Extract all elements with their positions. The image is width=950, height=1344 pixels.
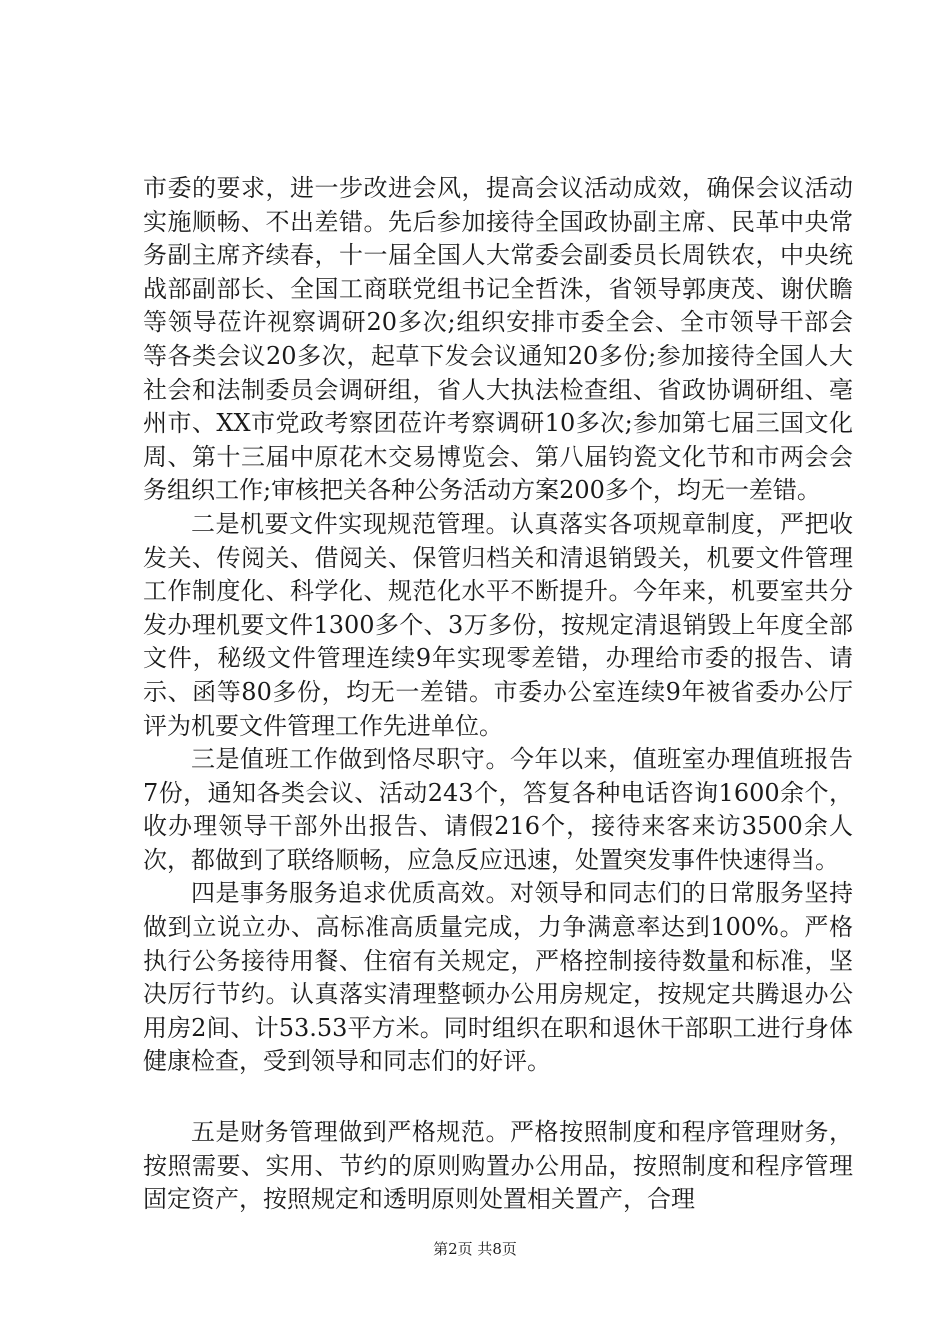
paragraph-affairs-service: 四是事务服务追求优质高效。对领导和同志们的日常服务坚持做到立说立办、高标准高质量完成，力争满意率达到100%。严格执行公务接待用餐、住宿有关规定，严格控制接待数量和标准，坚决厉行节约。认真落实清理整顿办公用房规定，按规定共腾退办公用房2间、计53.53平方米。同时组织在职和退休干部职工进行身体健康检查，受到领导和同志们的好评。 [143,879,853,1076]
paragraph-financial-management: 五是财务管理做到严格规范。严格按照制度和程序管理财务，按照需要、实用、节约的原则购置办公用品，按照制度和程序管理固定资产，按照规定和透明原则处置相关置产，合理 [143,1118,853,1214]
document-body [143,172,853,1217]
page-number-footer: 第2页 共8页 [433,1240,517,1258]
paragraph-confidential-documents: 二是机要文件实现规范管理。认真落实各项规章制度，严把收发关、传阅关、借阅关、保管归档关和清退销毁关，机要文件管理工作制度化、科学化、规范化水平不断提升。今年来，机要室共分发办理机要文件1300多个、3万多份，按规定清退销毁上年度全部文件，秘级文件管理连续9年实现零差错，办理给市委的报告、请示、函等80多份，均无一差错。市委办公室连续9年被省委办公厅评为机要文件管理工作先进单位。 [143,509,853,740]
paragraph-duty-work: 三是值班工作做到恪尽职守。今年以来，值班室办理值班报告7份，通知各类会议、活动243个，答复各种电话咨询1600余个，收办理领导干部外出报告、请假216个，接待来客来访3500余人次，都做到了联络顺畅，应急反应迅速，处置突发事件快速得当。 [143,745,853,874]
paragraph-continuation: 市委的要求，进一步改进会风，提高会议活动成效，确保会议活动实施顺畅、不出差错。先后参加接待全国政协副主席、民革中央常务副主席齐续春，十一届全国人大常委会副委员长周铁农，中央统战部副部长、全国工商联党组书记全哲洙，省领导郭庚茂、谢伏瞻等领导莅许视察调研20多次;组织安排市委全会、全市领导干部会等各类会议20多次，起草下发会议通知20多份;参加接待全国人大社会和法制委员会调研组，省人大执法检查组、省政协调研组、亳州市、XX市党政考察团莅许考察调研10多次;参加第七届三国文化周、第十三届中原花木交易博览会、第八届钧瓷文化节和市两会会务组织工作;审核把关各种公务活动方案200多个，均无一差错。 [143,174,853,505]
